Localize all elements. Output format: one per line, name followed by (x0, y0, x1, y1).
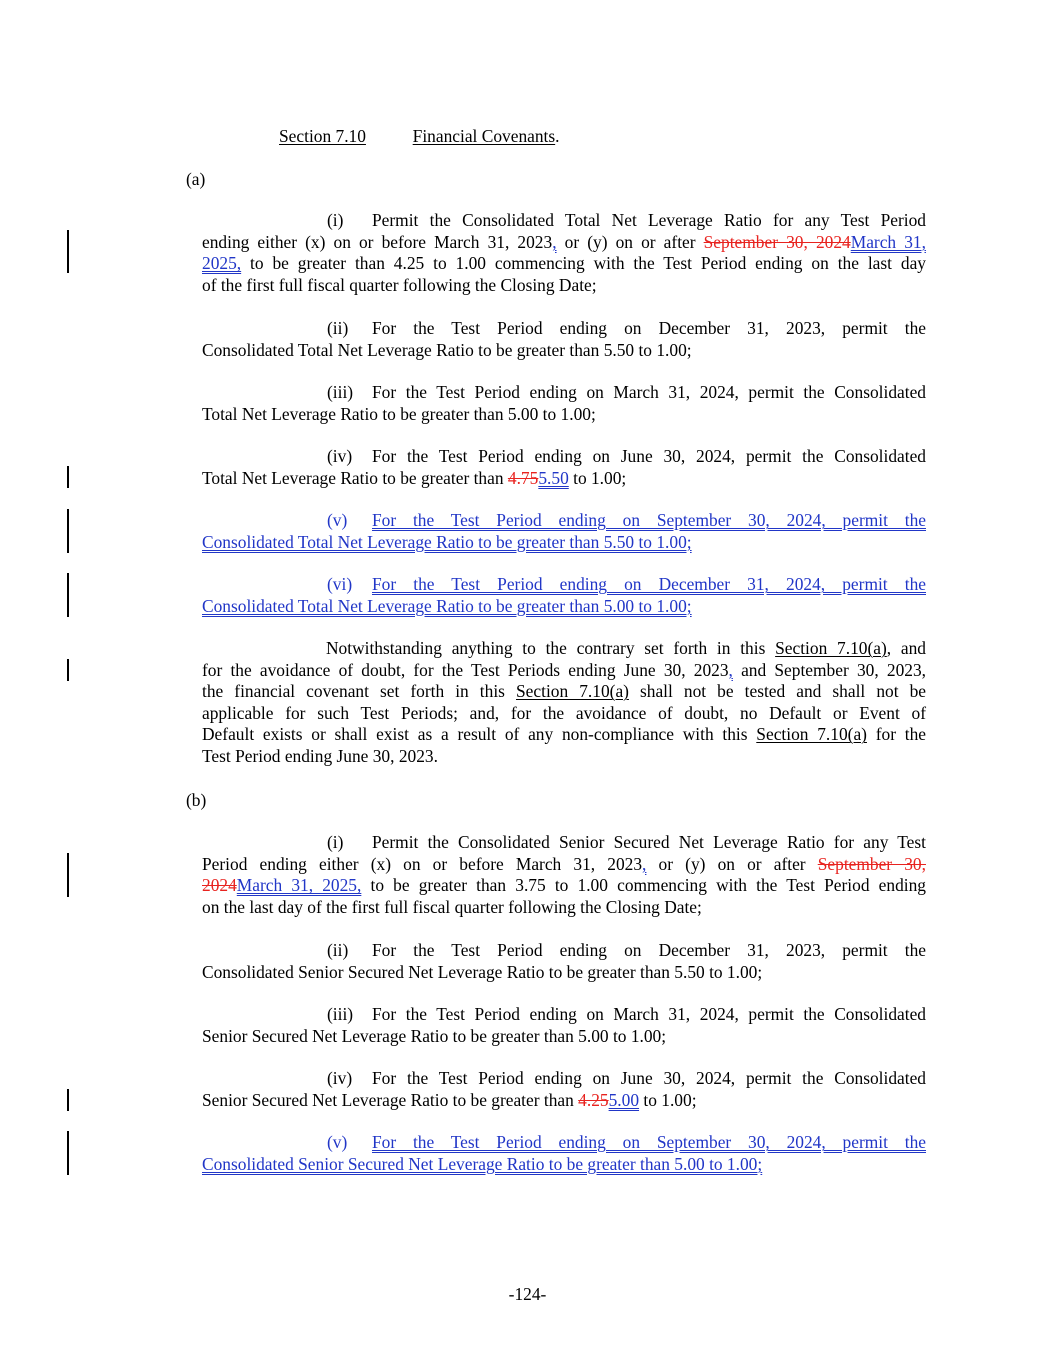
inserted-text: , (642, 853, 647, 874)
clause-a-ii: (ii) For the Test Period ending on December 31, 2023, permit the Consolidated Total Net Leverage Ratio to be greater than 5.50 to 1.00; (202, 318, 926, 360)
inserted-text: 5.00 (608, 1089, 640, 1110)
clause-b-v: (v) For the Test Period ending on September 30, 2024, permit the Consolidated Senior Secured Net Leverage Ratio to be greater than 5.00 to 1.00; (202, 1132, 926, 1174)
clause-b-i: (i) Permit the Consolidated Senior Secured Net Leverage Ratio for any Test Period ending either (x) on or before March 31, 2023, or (y) on or after September 30, 2024March 31, 2025, to be greater than 3.75 to 1.00 commencing with the Test Period ending on the last day of the first full fiscal quarter following the Closing Date; (202, 832, 926, 917)
clause-a-iv: (iv) For the Test Period ending on June 30, 2024, permit the Consolidated Total Net Leverage Ratio to be greater than 4.755.50 to 1.00; (202, 446, 926, 488)
section-title: Financial Covenants (412, 126, 556, 146)
section-reference: Section 7.10(a) (516, 681, 629, 702)
change-bar (67, 853, 69, 897)
clause-a-vi: (vi) For the Test Period ending on December 31, 2024, permit the Consolidated Total Net Leverage Ratio to be greater than 5.00 to 1.00; (202, 574, 926, 616)
inserted-text: 2025, (202, 253, 242, 274)
clause-a-v: (v) For the Test Period ending on September 30, 2024, permit the Consolidated Total Net Leverage Ratio to be greater than 5.50 to 1.00; (202, 510, 926, 552)
change-bar (67, 1131, 69, 1175)
deleted-text: 4.25 (578, 1089, 609, 1110)
inserted-text: 5.50 (538, 467, 569, 488)
clause-a-label: (a) (186, 169, 206, 189)
clause-b-iv: (iv) For the Test Period ending on June 30, 2024, permit the Consolidated Senior Secured Net Leverage Ratio to be greater than 4.255.00 to 1.00; (202, 1068, 926, 1110)
section-number: Section 7.10 (279, 126, 366, 146)
section-reference: Section 7.10(a) (756, 724, 867, 745)
inserted-text: Consolidated Total Net Leverage Ratio to be greater than 5.50 to 1.00; (202, 531, 692, 552)
deleted-text: September 30, 2024 (703, 231, 851, 252)
section-heading: Section 7.10 Financial Covenants. (279, 126, 560, 146)
change-bar (67, 1089, 69, 1111)
change-bar (67, 509, 69, 553)
inserted-text: Consolidated Senior Secured Net Leverage Ratio to be greater than 5.00 to 1.00; (202, 1153, 763, 1174)
change-bar (67, 466, 69, 488)
clause-a-iii: (iii) For the Test Period ending on March 31, 2024, permit the Consolidated Total Net Leverage Ratio to be greater than 5.00 to 1.00; (202, 382, 926, 424)
clause-a-notwithstanding: Notwithstanding anything to the contrary set forth in this Section 7.10(a), and for the avoidance of doubt, for the Test Periods ending June 30, 2023, and September 30, 2023, the financial covenant set forth in this Section 7.10(a) shall not be tested and shall not be applicable for such Test Periods; and, for the avoidance of doubt, no Default or Event of Default exists or shall exist as a result of any non-compliance with this Section 7.10(a) for the Test Period ending June 30, 2023. (202, 638, 927, 766)
deleted-text: September 30, (817, 853, 926, 874)
inserted-text: Consolidated Total Net Leverage Ratio to be greater than 5.00 to 1.00; (202, 595, 692, 616)
clause-a-i: (i) Permit the Consolidated Total Net Leverage Ratio for any Test Period ending either (x) on or before March 31, 2023, or (y) on or after September 30, 2024March 31, 2025, to be greater than 4.25 to 1.00 commencing with the Test Period ending on the last day of the first full fiscal quarter following the Closing Date; (202, 210, 926, 295)
inserted-text: , (728, 659, 733, 680)
inserted-text: March 31, 2025, (236, 875, 362, 896)
page-number: -124- (508, 1284, 547, 1304)
change-bar (67, 230, 69, 273)
clause-b-ii: (ii) For the Test Period ending on December 31, 2023, permit the Consolidated Senior Secured Net Leverage Ratio to be greater than 5.50 to 1.00; (202, 940, 926, 982)
section-reference: Section 7.10(a) (775, 638, 887, 658)
clause-b-label: (b) (186, 790, 207, 810)
inserted-text: March 31, (850, 231, 926, 252)
inserted-text: , (552, 231, 557, 252)
deleted-text: 2024 (202, 875, 237, 896)
change-bar (67, 659, 69, 681)
deleted-text: 4.75 (507, 467, 539, 488)
clause-b-iii: (iii) For the Test Period ending on March 31, 2024, permit the Consolidated Senior Secured Net Leverage Ratio to be greater than 5.00 to 1.00; (202, 1004, 926, 1046)
change-bar (67, 573, 69, 617)
